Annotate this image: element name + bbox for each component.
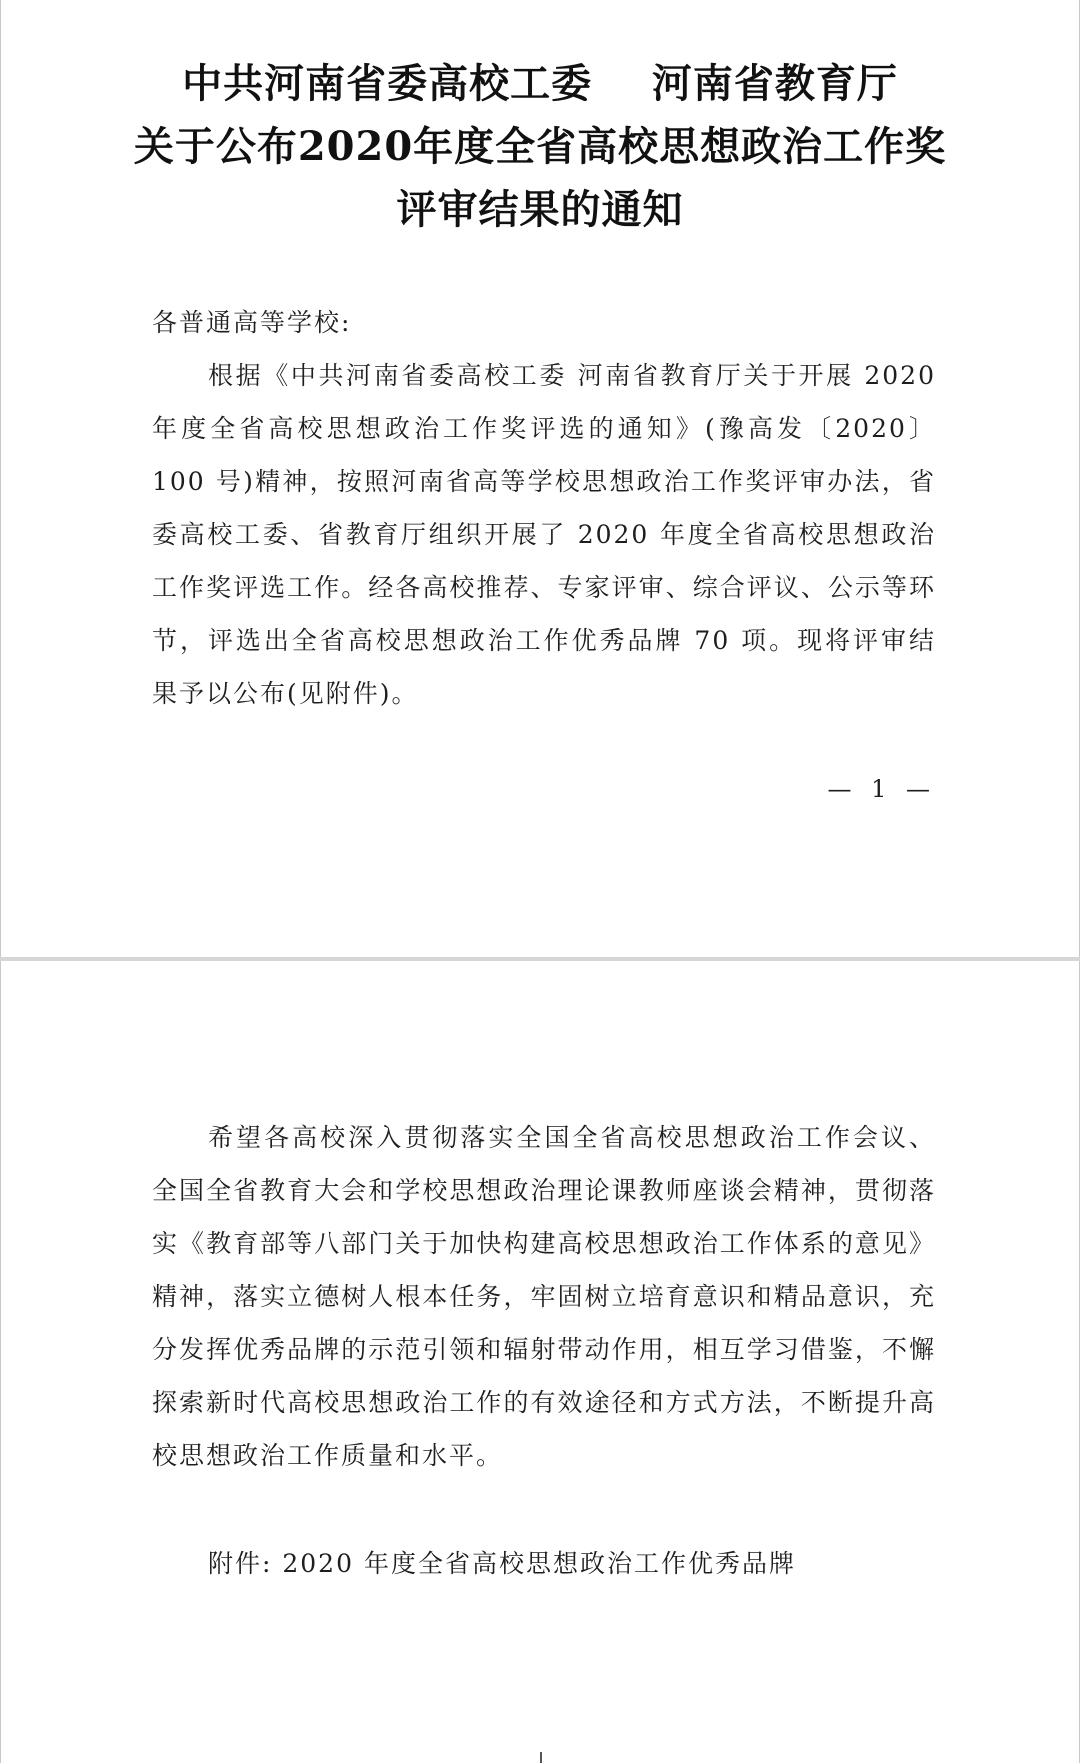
- title-line-1: 中共河南省委高校工委 河南省教育厅: [182, 60, 898, 107]
- body-paragraph-1: 根据《中共河南省委高校工委 河南省教育厅关于开展 2020 年度全省高校思想政治工作奖评选的通知》(豫高发〔2020〕100 号)精神，按照河南省高等学校思想政治工作奖评审办法，省委高校工委、省教育厅组织开展了 2020 年度全省高校思想政治工作奖评选工作。经各高校推荐、专家评审、综合评议、公示等环节，评选出全省高校思想政治工作优秀品牌 70 项。现将评审结果予以公布(见附件)。: [152, 361, 936, 708]
- title-line-3: 评审结果的通知: [396, 186, 684, 233]
- page-number: — 1 —: [827, 775, 936, 803]
- scroll-edge-mark: [540, 1752, 542, 1763]
- title-line-2: 关于公布2020年度全省高校思想政治工作奖: [133, 123, 947, 170]
- body-paragraph-2: 希望各高校深入贯彻落实全国全省高校思想政治工作会议、全国全省教育大会和学校思想政治理论课教师座谈会精神，贯彻落实《教育部等八部门关于加快构建高校思想政治工作体系的意见》精神，落实立德树人根本任务，牢固树立培育意识和精品意识，充分发挥优秀品牌的示范引领和辐射带动作用，相互学习借鉴，不懈探索新时代高校思想政治工作的有效途径和方式方法，不断提升高校思想政治工作质量和水平。: [152, 1123, 936, 1470]
- attachment-note: 附件: 2020 年度全省高校思想政治工作优秀品牌: [208, 1549, 796, 1578]
- salutation: 各普通高等学校:: [152, 308, 352, 337]
